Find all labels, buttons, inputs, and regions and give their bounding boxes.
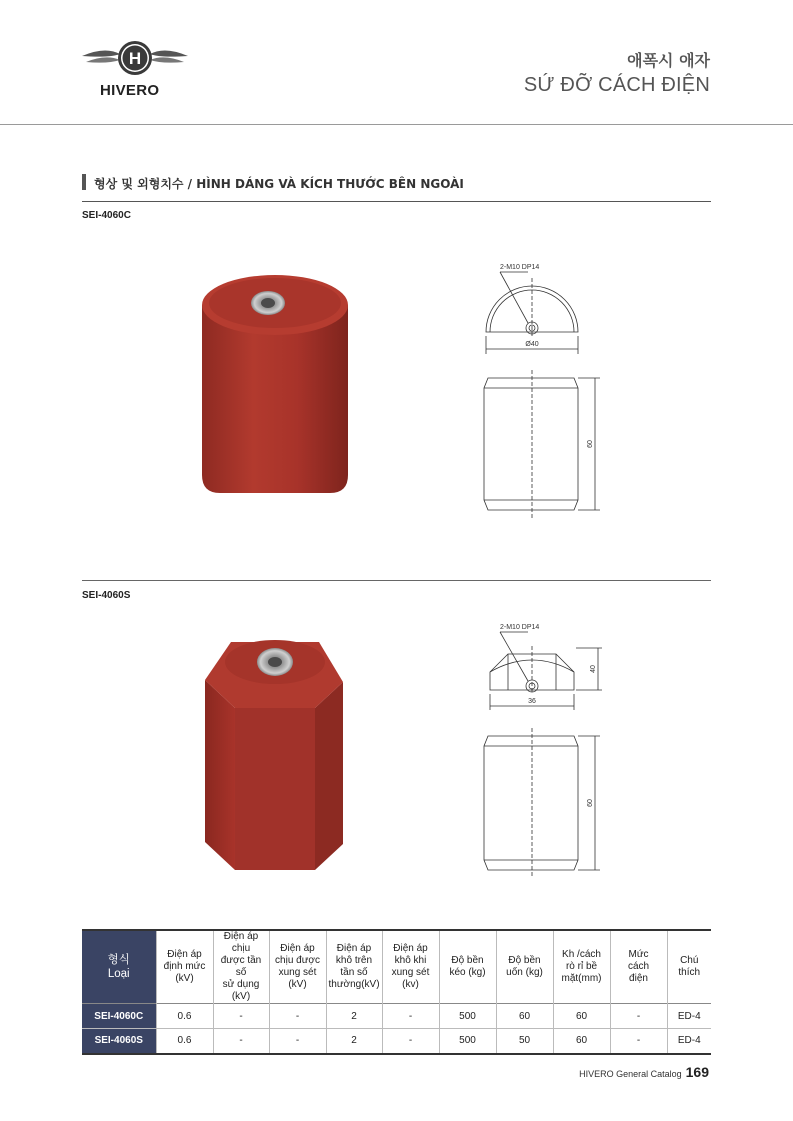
height-dimension-s: 60 xyxy=(587,799,594,807)
table-cell: 50 xyxy=(496,1029,553,1054)
width-dimension: 36 xyxy=(528,698,536,705)
table-row xyxy=(82,1029,711,1054)
table-cell: 60 xyxy=(496,1004,553,1029)
model-label-s: SEI-4060S xyxy=(82,590,131,601)
model-label-c: SEI-4060C xyxy=(82,210,131,221)
table-cell: 500 xyxy=(439,1029,496,1054)
brand-logo xyxy=(80,38,190,102)
spec-table xyxy=(82,929,711,1055)
section-heading xyxy=(82,174,711,202)
row-model: SEI-4060S xyxy=(82,1029,156,1054)
hexagon-insulator-photo xyxy=(195,630,355,880)
page-number: 169 xyxy=(685,1064,709,1080)
page-footer xyxy=(579,1064,709,1080)
section-title: 형상 및 외형치수 / HÌNH DÁNG VÀ KÍCH THƯỚC BÊN NGOÀI xyxy=(94,177,464,191)
table-cell: ED-4 xyxy=(667,1029,711,1054)
table-cell: 60 xyxy=(553,1004,610,1029)
col-header-power-frequency-withstand: Điện áp chịu được tần số sử dụng (kV) xyxy=(213,930,269,1004)
table-cell: 2 xyxy=(326,1029,382,1054)
table-cell: - xyxy=(269,1004,326,1029)
col-header-bending-strength: Độ bền uốn (kg) xyxy=(496,930,553,1004)
thread-callout-s: 2-M10 DP14 xyxy=(500,624,540,631)
col-header-creepage: Kh /cách rò rỉ bề mặt(mm) xyxy=(553,930,610,1004)
cylinder-insulator-photo xyxy=(190,265,360,505)
table-cell: 500 xyxy=(439,1004,496,1029)
table-cell: - xyxy=(382,1029,439,1054)
table-cell: - xyxy=(269,1029,326,1054)
section-marker xyxy=(82,174,86,190)
header-divider xyxy=(0,124,793,125)
col-header-rated-voltage: Điện áp định mức (kV) xyxy=(156,930,213,1004)
diameter-dimension: Ø40 xyxy=(525,341,539,348)
product-divider xyxy=(82,580,711,581)
side-dimension: 40 xyxy=(590,665,597,673)
table-cell: 2 xyxy=(326,1004,382,1029)
table-header-row xyxy=(82,930,711,1004)
hexagon-insulator-drawing xyxy=(478,618,628,878)
table-cell: 0.6 xyxy=(156,1029,213,1054)
col-header-insulation-level: Mức cách điện xyxy=(610,930,667,1004)
table-cell: 60 xyxy=(553,1029,610,1054)
col-header-dry-power-frequency: Điện áp khô trên tần số thường(kV) xyxy=(326,930,382,1004)
winged-h-icon xyxy=(80,38,190,82)
height-dimension: 60 xyxy=(587,440,594,448)
catalog-name: HIVERO General Catalog xyxy=(579,1069,682,1079)
thread-callout: 2-M10 DP14 xyxy=(500,264,540,271)
table-cell: - xyxy=(610,1004,667,1029)
page-header-titles xyxy=(524,48,710,97)
col-header-tensile-strength: Độ bền kéo (kg) xyxy=(439,930,496,1004)
title-korean: 애폭시 애자 xyxy=(627,51,710,70)
table-cell: ED-4 xyxy=(667,1004,711,1029)
col-header-impulse-withstand: Điện áp chịu được xung sét (kV) xyxy=(269,930,326,1004)
table-cell: - xyxy=(610,1029,667,1054)
table-row xyxy=(82,1004,711,1029)
table-cell: - xyxy=(213,1029,269,1054)
row-model: SEI-4060C xyxy=(82,1004,156,1029)
col-header-type: 형식 Loại xyxy=(82,930,156,1004)
table-cell: - xyxy=(382,1004,439,1029)
col-header-note: Chú thích xyxy=(667,930,711,1004)
col-header-dry-impulse: Điện áp khô khi xung sét (kv) xyxy=(382,930,439,1004)
title-vietnamese: SỨ ĐỠ CÁCH ĐIỆN xyxy=(523,74,710,96)
table-cell: 0.6 xyxy=(156,1004,213,1029)
brand-name: HIVERO xyxy=(100,82,160,99)
cylinder-insulator-drawing xyxy=(478,258,628,518)
table-cell: - xyxy=(213,1004,269,1029)
svg-text:H: H xyxy=(128,49,142,68)
